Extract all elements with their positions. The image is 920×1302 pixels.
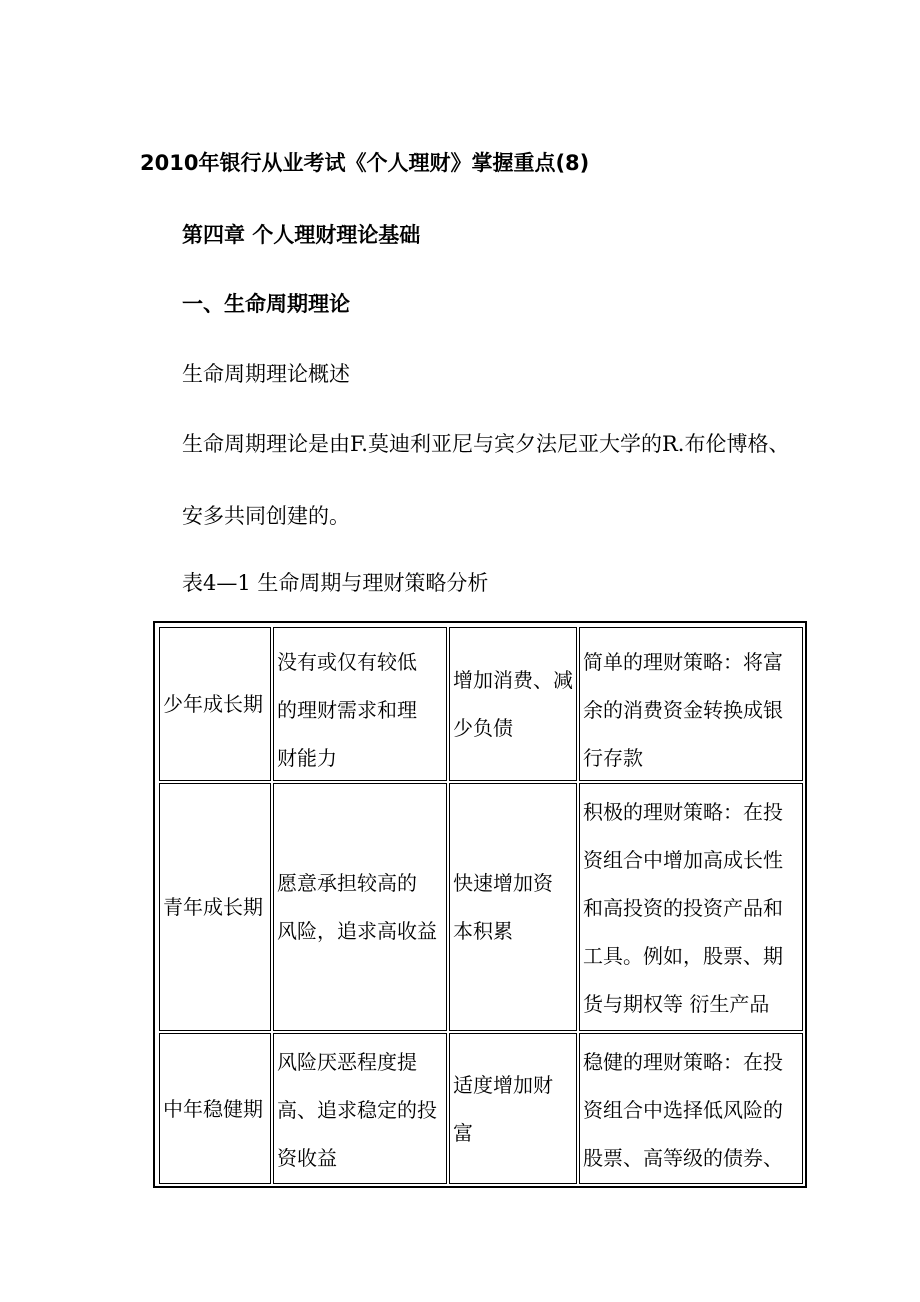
paragraph-line-1: 生命周期理论是由F.莫迪利亚尼与宾夕法尼亚大学的R.布伦博格、 (182, 432, 790, 456)
document-title: 2010年银行从业考试《个人理财》掌握重点(8) (140, 151, 590, 175)
table-cell-goal: 适度增加财 富 (449, 1033, 577, 1184)
section-title: 一、生命周期理论 (182, 292, 350, 316)
chapter-title: 第四章 个人理财理论基础 (182, 223, 421, 247)
table-cell-stage: 青年成长期 (159, 783, 271, 1031)
table-cell-strategy: 稳健的理财策略：在投 资组合中选择低风险的 股票、高等级的债券、 (579, 1033, 803, 1184)
table-cell-goal: 增加消费、减 少负债 (449, 627, 577, 781)
table-cell-strategy: 积极的理财策略：在投 资组合中增加高成长性 和高投资的投资产品和 工具。例如，股票、期 货与期权等 衍生产品 (579, 783, 803, 1031)
table-cell-goal: 快速增加资 本积累 (449, 783, 577, 1031)
table-caption: 表4—1 生命周期与理财策略分析 (182, 571, 489, 595)
strategy-table (153, 621, 807, 1188)
table-cell-characteristic: 没有或仅有较低 的理财需求和理 财能力 (273, 627, 447, 781)
sub-heading: 生命周期理论概述 (182, 362, 350, 386)
paragraph-line-2: 安多共同创建的。 (182, 504, 350, 528)
table-cell-strategy: 简单的理财策略：将富 余的消费资金转换成银 行存款 (579, 627, 803, 781)
table-cell-characteristic: 风险厌恶程度提 高、追求稳定的投 资收益 (273, 1033, 447, 1184)
table-cell-stage: 中年稳健期 (159, 1033, 271, 1184)
table-cell-stage: 少年成长期 (159, 627, 271, 781)
table-cell-characteristic: 愿意承担较高的 风险，追求高收益 (273, 783, 447, 1031)
